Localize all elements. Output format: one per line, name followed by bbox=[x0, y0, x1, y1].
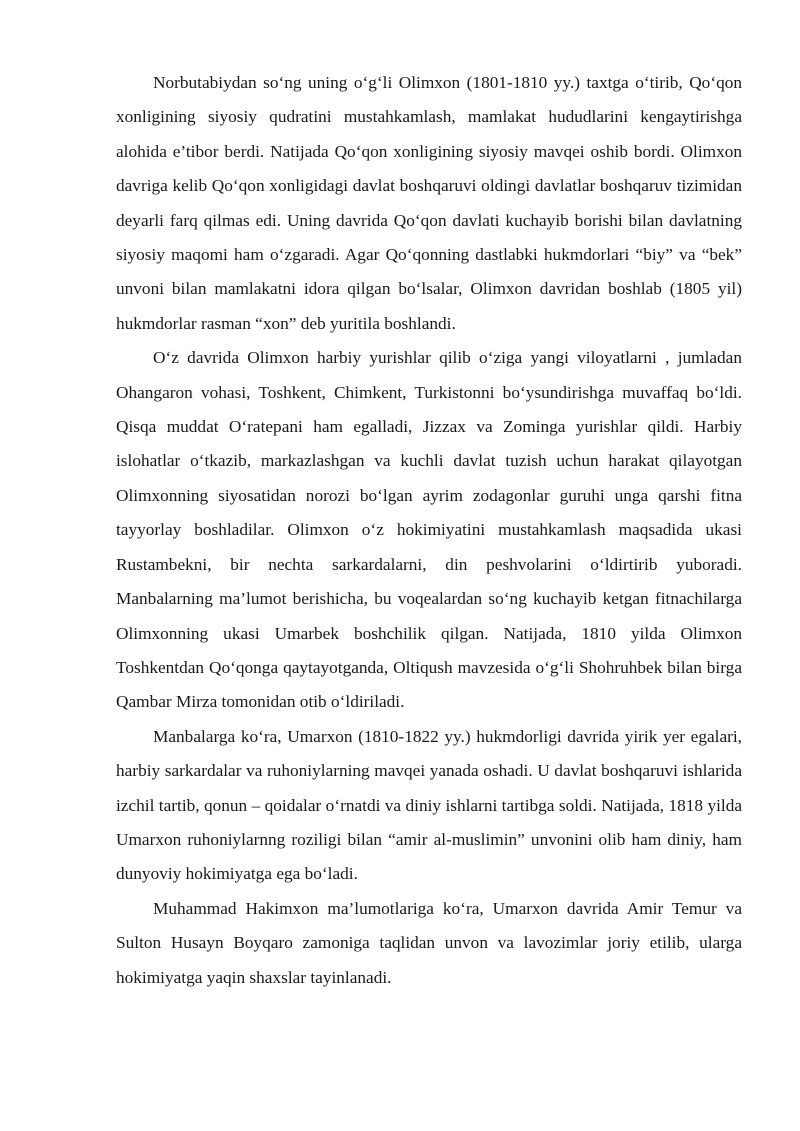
paragraph-olimxon-campaigns: O‘z davrida Olimxon harbiy yurishlar qilib o‘ziga yangi viloyatlarni , jumladan Ohangaron vohasi, Toshkent, Chimkent, Turkistonni bo‘ysundirishga muvaffaq bo‘ldi. Qisqa muddat O‘ratepani ham egalladi, Jizzax va Zominga yurishlar qildi. Harbiy islohatlar o‘tkazib, markazlashgan va kuchli davlat tuzish uchun harakat qilayotgan Olimxonning siyosatidan norozi bo‘lgan ayrim zodagonlar guruhi unga qarshi fitna tayyorlay boshladilar. Olimxon o‘z hokimiyatini mustahkamlash maqsadida ukasi Rustambekni, bir nechta sarkardalarni, din peshvolarini o‘ldirtirib yuboradi. Manbalarning ma’lumot berishicha, bu voqealardan so‘ng kuchayib ketgan fitnachilarga Olimxonning ukasi Umarbek boshchilik qilgan. Natijada, 1810 yilda Olimxon Toshkentdan Qo‘qonga qaytayotganda, Oltiqush mavzesida o‘g‘li Shohruhbek bilan birga Qambar Mirza tomonidan otib o‘ldiriladi. bbox=[116, 348, 742, 712]
document-page bbox=[116, 66, 742, 995]
paragraph-olimxon-reign: Norbutabiydan so‘ng uning o‘g‘li Olimxon (1801-1810 yy.) taxtga o‘tirib, Qo‘qon xonligining siyosiy qudratini mustahkamlash, mamlakat hududlarini kengaytirishga alohida e’tibor berdi. Natijada Qo‘qon xonligining siyosiy mavqei oshib bordi. Olimxon davriga kelib Qo‘qon xonligidagi davlat boshqaruvi oldingi davlatlar boshqaruv tizimidan deyarli farq qilmas edi. Uning davrida Qo‘qon davlati kuchayib borishi bilan davlatning siyosiy maqomi ham o‘zgaradi. Agar Qo‘qonning dastlabki hukmdorlari “biy” va “bek” unvoni bilan mamlakatni idora qilgan bo‘lsalar, Olimxon davridan boshlab (1805 yil) hukmdorlar rasman “xon” deb yuritila boshlandi. bbox=[116, 73, 742, 333]
paragraph-titles-offices: Muhammad Hakimxon ma’lumotlariga ko‘ra, Umarxon davrida Amir Temur va Sulton Husayn Boyqaro zamoniga taqlidan unvon va lavozimlar joriy etilib, ularga hokimiyatga yaqin shaxslar tayinlanadi. bbox=[116, 898, 742, 987]
paragraph-umarxon-reign: Manbalarga ko‘ra, Umarxon (1810-1822 yy.) hukmdorligi davrida yirik yer egalari, harbiy sarkardalar va ruhoniylarning mavqei yanada oshadi. U davlat boshqaruvi ishlarida izchil tartib, qonun – qoidalar o‘rnatdi va diniy ishlarni tartibga soldi. Natijada, 1818 yilda Umarxon ruhoniylarnng roziligi bilan “amir al-muslimin” unvonini olib ham diniy, ham dunyoviy hokimiyatga ega bo‘ladi. bbox=[116, 726, 742, 884]
